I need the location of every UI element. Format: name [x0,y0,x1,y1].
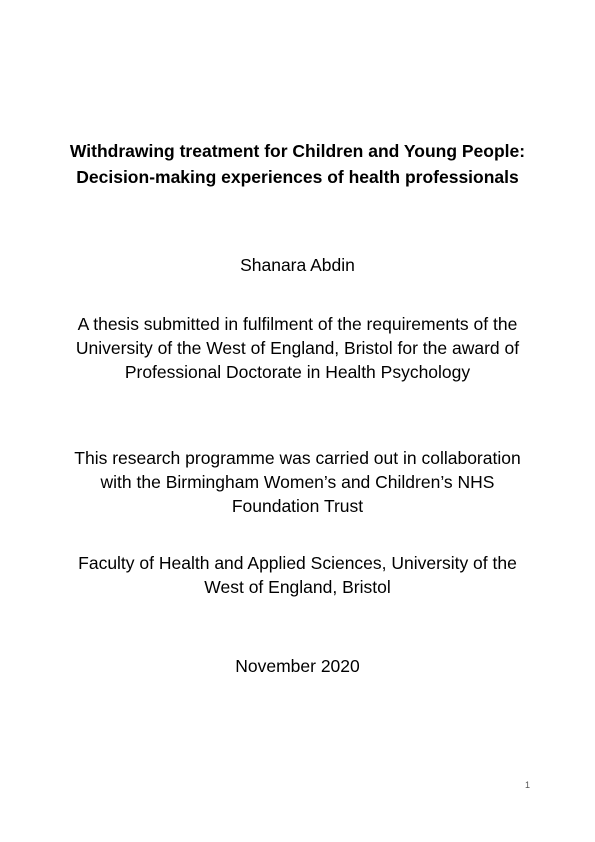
submission-statement: A thesis submitted in fulfilment of the requirements of the University of the West of England, Bristol for the award of Professional Doctorate in Health Psychology [75,314,520,382]
submission-date: November 2020 [235,656,360,676]
collaboration-statement: This research programme was carried out in collaboration with the Birmingham Women’s and Children’s NHS Foundation Trust [74,448,521,516]
page-number: 1 [524,780,530,790]
author-name: Shanara Abdin [240,255,355,275]
faculty-affiliation: Faculty of Health and Applied Sciences, University of the West of England, Bristol [78,553,517,597]
thesis-title: Withdrawing treatment for Children and Young People: Decision-making experiences of health professionals [69,141,526,187]
